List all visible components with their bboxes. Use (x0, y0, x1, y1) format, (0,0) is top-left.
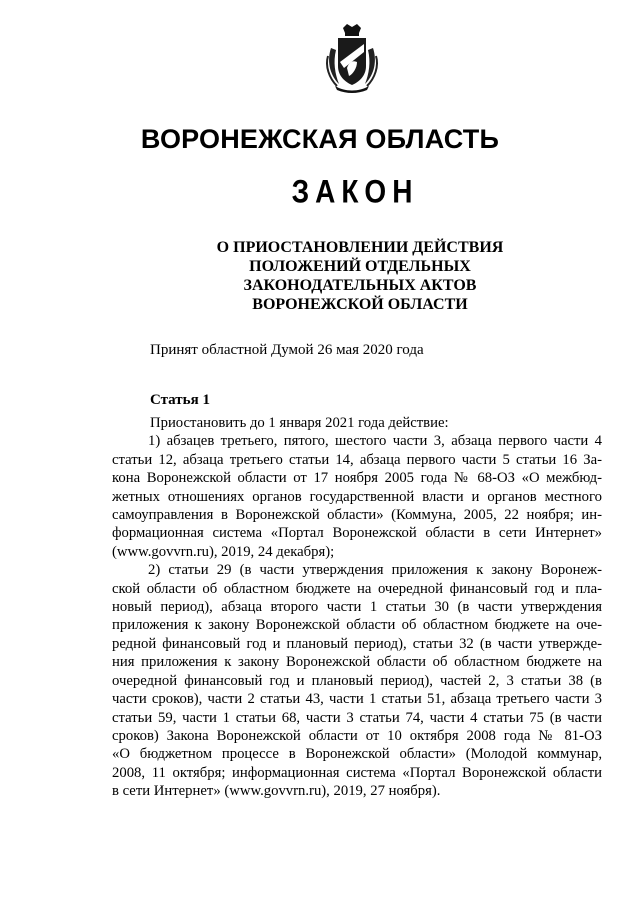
text-line: 1) абзацев третьего, пятого, шестого части 3, абзаца первого части 4 (148, 433, 602, 450)
text-line: кона Воронежской области от 17 ноября 2005 года № 68-ОЗ «О межбюд- (112, 470, 602, 487)
law-title: ЗАКОН (291, 173, 419, 210)
text-line: формационная система «Портал Воронежской области в сети Интернет» (112, 525, 602, 542)
document-title (0, 238, 640, 314)
text-line: 2) статьи 29 (в части утверждения приложения к закону Воронеж- (148, 562, 602, 579)
title-line: ВОРОНЕЖСКОЙ ОБЛАСТИ (252, 296, 468, 313)
coat-of-arms-icon (323, 22, 381, 94)
text-line: статьи 12, абзаца третьего статьи 14, абзаца первого части 5 статьи 16 За- (112, 451, 602, 468)
text-line: редной финансовый год и плановый период), статьи 32 (в части утвержде- (112, 635, 602, 652)
text-line: приложения к закону Воронежской области об областном бюджете на оче- (112, 617, 602, 634)
text-line: самоуправления в Воронежской области» (Коммуна, 2005, 22 ноября; ин- (112, 507, 602, 524)
text-line: в сети Интернет» (www.govvrn.ru), 2019, 27 ноября). (112, 783, 441, 800)
text-line: части сроков), части 2 статьи 43, части 1 статьи 51, абзаца третьего части 3 (112, 691, 602, 708)
adoption-note: Принят областной Думой 26 мая 2020 года (150, 342, 424, 358)
text-line: ния приложения к закону Воронежской области об областном бюджете на (112, 654, 602, 671)
title-line: ПОЛОЖЕНИЙ ОТДЕЛЬНЫХ (249, 258, 471, 275)
text-line: (www.govvrn.ru), 2019, 24 декабря); (112, 543, 335, 560)
text-line: Приостановить до 1 января 2021 года действие: (150, 415, 449, 431)
article-heading: Статья 1 (150, 392, 210, 408)
title-line: О ПРИОСТАНОВЛЕНИИ ДЕЙСТВИЯ (216, 239, 504, 256)
text-line: жетных отношениях органов государственной власти и органов местного (112, 488, 602, 505)
region-title: ВОРОНЕЖСКАЯ ОБЛАСТЬ (140, 124, 500, 154)
text-line: очередной финансовый год и плановый период), частей 2, 3 статьи 38 (в (112, 672, 602, 689)
text-line: новый период), абзаца второго части 1 статьи 30 (в части утверждения (112, 599, 602, 616)
title-line: ЗАКОНОДАТЕЛЬНЫХ АКТОВ (243, 277, 477, 294)
text-line: ской области об областном бюджете на очередной финансовый год и пла- (112, 580, 602, 597)
text-line: сроков) Закона Воронежской области от 10 октября 2008 года № 81-ОЗ (112, 727, 602, 744)
text-line: 2008, 11 октября; информационная система «Портал Воронежской области (112, 764, 602, 781)
text-line: статьи 59, части 1 статьи 68, части 3 статьи 74, части 4 статьи 75 (в части (112, 709, 602, 726)
text-line: «О бюджетном процессе в Воронежской области» (Молодой коммунар, (112, 746, 602, 763)
article-body (112, 414, 602, 801)
